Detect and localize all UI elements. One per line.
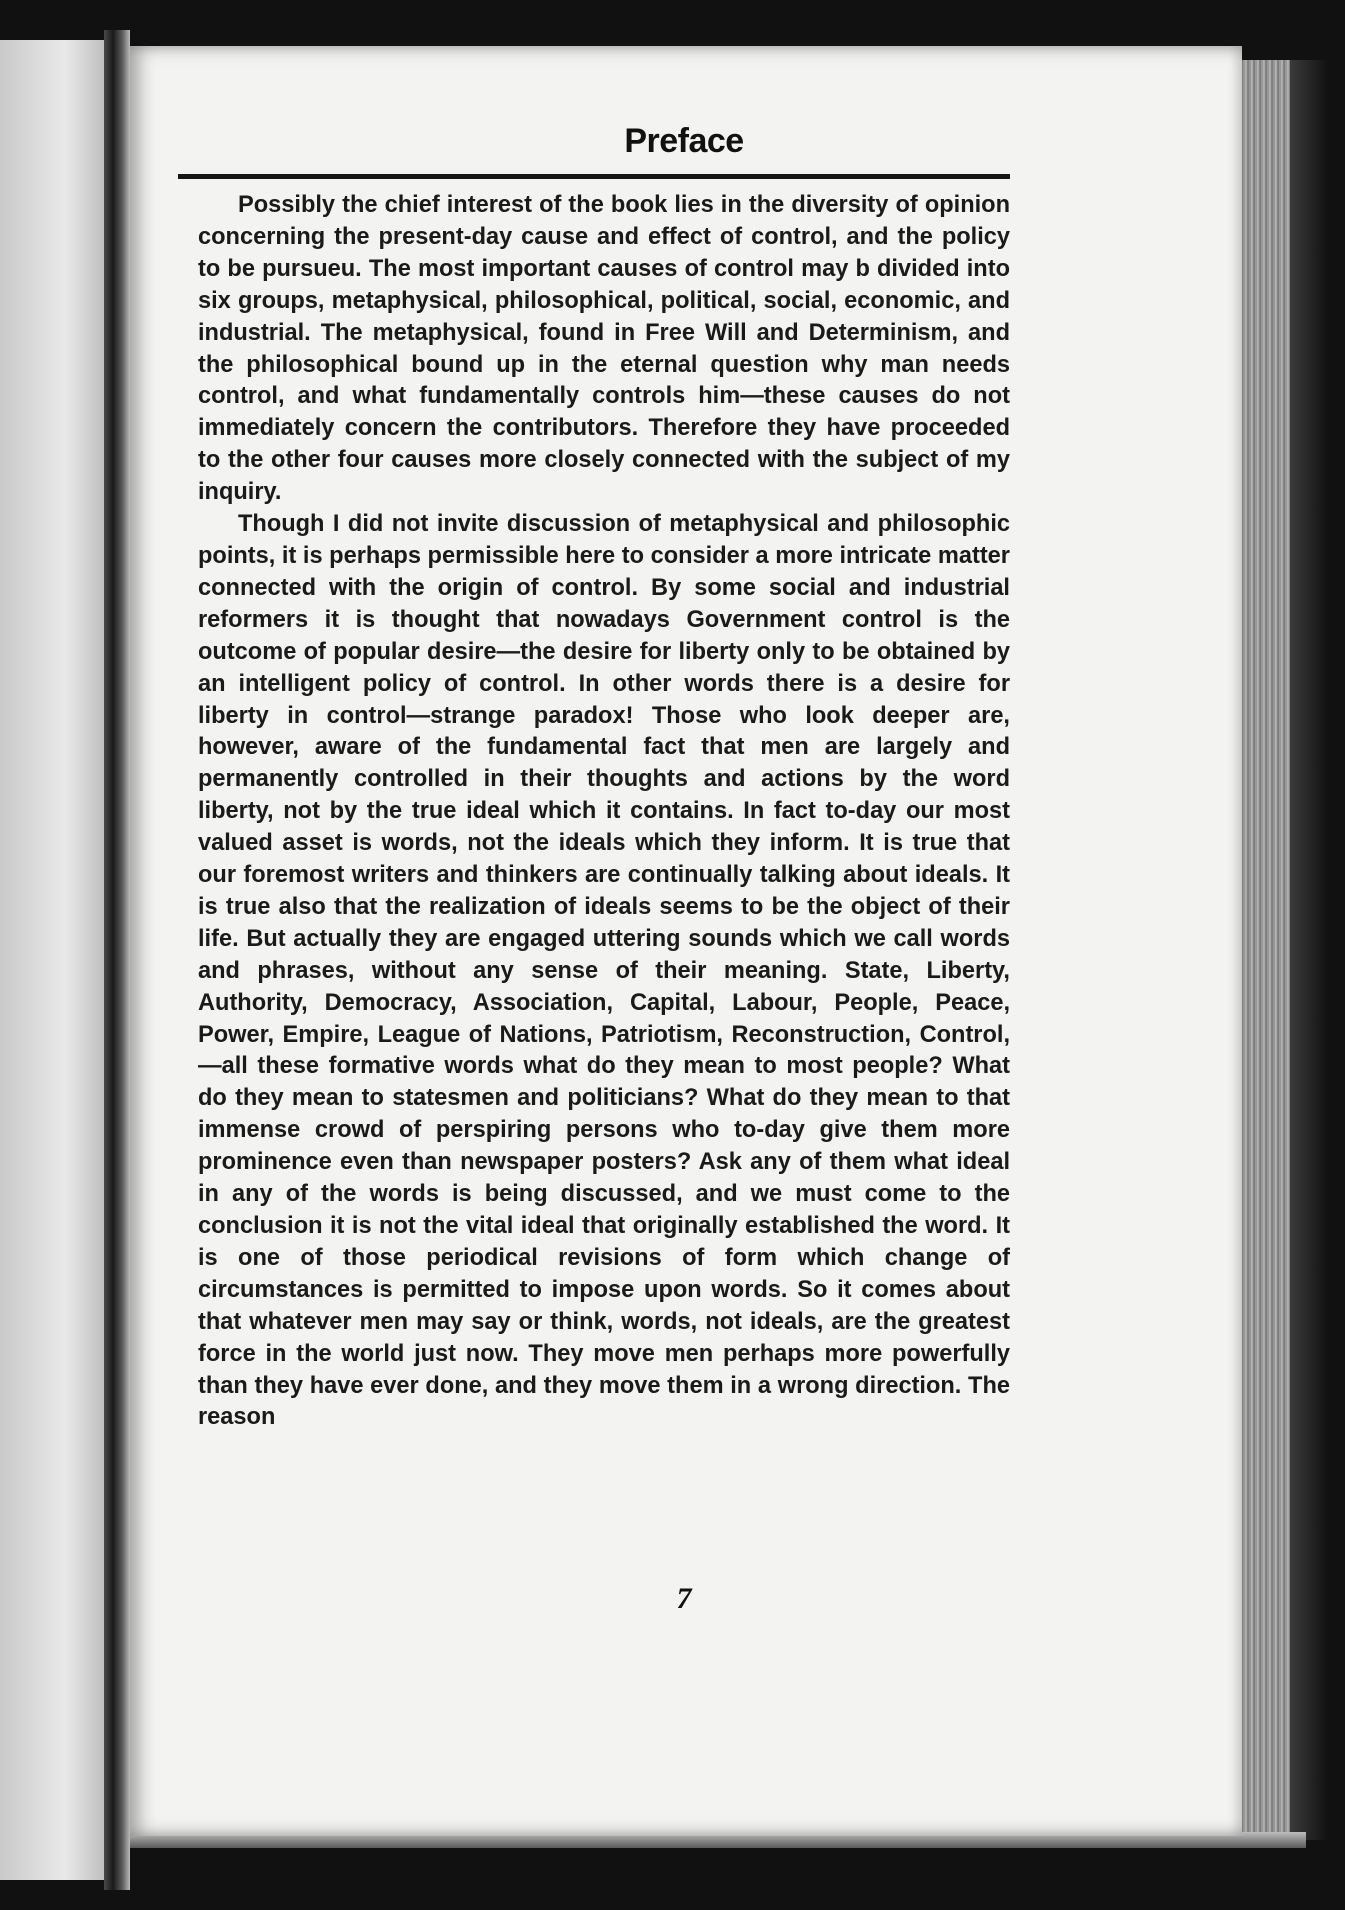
page-stack-edges [1238, 60, 1298, 1840]
title-rule [178, 174, 1010, 179]
page-stack-shadow [1290, 60, 1330, 1840]
previous-page-edge [0, 40, 118, 1880]
paragraph-2: Though I did not invite discussion of metaphysical and philosophic points, it is perhaps permissible here to consider a more intricate matter connected with the origin of control. By some social and industrial reformers it is thought that nowadays Government control is the outcome of popular desire—the desire for liberty only to be obtained by an intelligent policy of control. In other words there is a desire for liberty in control—strange paradox! Those who look deeper are, however, aware of the fundamental fact that men are largely and permanently controlled in their thoughts and actions by the word liberty, not by the true ideal which it contains. In fact to-day our most valued asset is words, not the ideals which they inform. It is true that our foremost writers and thinkers are continually talking about ideals. It is true also that the realization of ideals seems to be the object of their life. But actually they are engaged uttering sounds which we call words and phrases, without any sense of their meaning. State, Liberty, Authority, Democracy, Association, Capital, Labour, People, Peace, Power, Empire, League of Nations, Patriotism, Reconstruction, Control,—all these formative words what do they mean to most people? What do they mean to statesmen and politicians? What do they mean to that immense crowd of perspiring persons who to-day give them more prominence even than newspaper posters? Ask any of them what ideal in any of the words is being discussed, and we must come to the conclusion it is not the vital ideal that originally established the word. It is one of those periodical revisions of form which change of circumstances is permitted to impose upon words. So it comes about that whatever men may say or think, words, not ideals, are the greatest force in the world just now. They move men perhaps more powerfully than they have ever done, and they move them in a wrong direction. The reason [198, 511, 1010, 1431]
paragraph-1: Possibly the chief interest of the book lies in the diversity of opinion concerning the present-day cause and effect of control, and the policy to be pursueu. The most important causes of control may b divided into six groups, metaphysical, philosophical, political, social, economic, and industrial. The metaphysical, found in Free Will and Determinism, and the philosophical bound up in the eternal question why man needs control, and what fundamentally controls him—these causes do not immediately concern the contributors. Therefore they have proceeded to the other four causes more closely connected with the subject of my inquiry. [198, 192, 1010, 506]
body-text [198, 190, 1010, 1434]
page-title: Preface [624, 122, 744, 160]
page-number: 7 [676, 1582, 692, 1615]
